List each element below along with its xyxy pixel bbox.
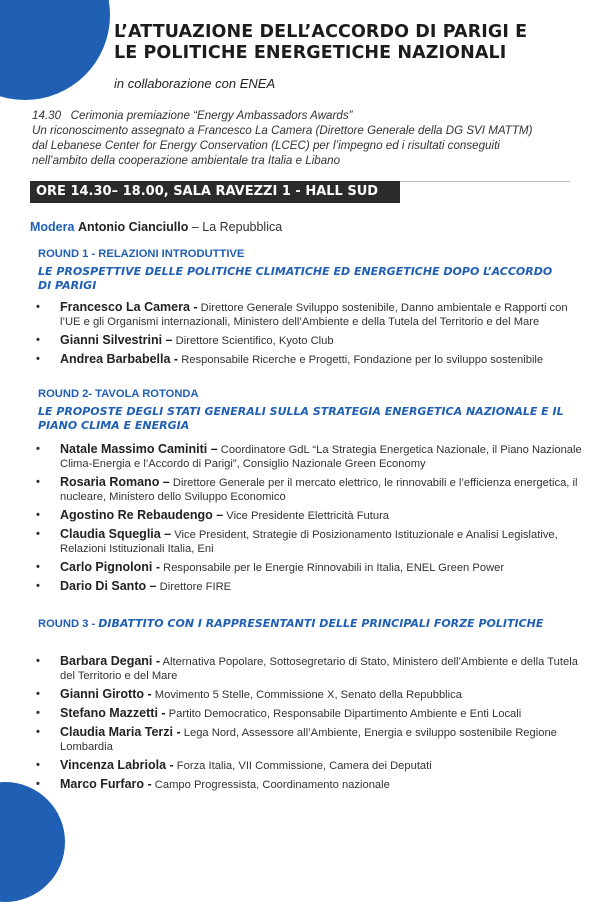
speaker-name: Marco Furfaro -	[60, 777, 152, 791]
speaker-item	[36, 777, 584, 792]
speaker-name: Stefano Mazzetti -	[60, 706, 166, 720]
session-time-banner: ORE 14.30– 18.00, SALA RAVEZZI 1 - HALL SUD	[30, 181, 400, 203]
speaker-item	[36, 687, 584, 702]
speaker-name: Gianni Girotto -	[60, 687, 152, 701]
round-3-title: ROUND 3 -	[38, 618, 99, 630]
speaker-role: Direttore Generale per il mercato elettrico, le rinnovabili e l’efficienza energetica, il nucleare, Ministero dello Sviluppo Economico	[60, 477, 578, 503]
bullet-icon: •	[36, 528, 40, 540]
round-1-subtitle: LE PROSPETTIVE DELLE POLITICHE CLIMATICHE ED ENERGETICHE DOPO L’ACCORDO DI PARIGI	[38, 265, 553, 292]
round-1-speakers	[36, 300, 584, 371]
speaker-item	[36, 475, 584, 504]
speaker-name: Andrea Barbabella -	[60, 352, 179, 366]
round-1-title: ROUND 1 - RELAZIONI INTRODUTTIVE	[38, 248, 245, 260]
speaker-item	[36, 508, 584, 523]
banner-divider	[400, 181, 570, 203]
round-3-subtitle: DIBATTITO CON I RAPPRESENTANTI DELLE PRINCIPALI FORZE POLITICHE	[98, 617, 544, 630]
round-2-title: ROUND 2- TAVOLA ROTONDA	[38, 388, 199, 400]
ceremony-line: dal Lebanese Center for Energy Conservation (LCEC) per l’impegno ed i risultati conseguiti	[32, 139, 500, 152]
bullet-icon: •	[36, 476, 40, 488]
speaker-item	[36, 579, 584, 594]
bullet-icon: •	[36, 561, 40, 573]
bullet-icon: •	[36, 443, 40, 455]
bullet-icon: •	[36, 334, 40, 346]
speaker-name: Francesco La Camera -	[60, 300, 198, 314]
speaker-role: Lega Nord, Assessore all’Ambiente, Energia e sviluppo sostenibile Regione Lombardia	[60, 727, 557, 753]
bullet-icon: •	[36, 353, 40, 365]
speaker-name: Vincenza Labriola -	[60, 758, 174, 772]
speaker-name: Claudia Squeglia –	[60, 527, 172, 541]
bullet-icon: •	[36, 509, 40, 521]
speaker-item	[36, 333, 584, 348]
moderator-name: Antonio Cianciullo	[77, 220, 189, 234]
page-title	[114, 22, 584, 64]
bullet-icon: •	[36, 655, 40, 667]
speaker-name: Carlo Pignoloni -	[60, 560, 160, 574]
speaker-name: Gianni Silvestrini –	[60, 333, 173, 347]
speaker-role: Responsabile per le Energie Rinnovabili in Italia, ENEL Green Power	[160, 562, 505, 574]
moderator	[30, 220, 282, 234]
speaker-role: Direttore Scientifico, Kyoto Club	[172, 335, 334, 347]
speaker-name: Dario Di Santo –	[60, 579, 157, 593]
ceremony-block	[32, 108, 592, 168]
speaker-name: Agostino Re Rebaudengo –	[60, 508, 224, 522]
round-2-subtitle: LE PROPOSTE DEGLI STATI GENERALI SULLA STRATEGIA ENERGETICA NAZIONALE E IL PIANO CLIMA E ENERGIA	[38, 405, 564, 432]
speaker-role: Partito Democratico, Responsabile Dipartimento Ambiente e Enti Locali	[165, 708, 522, 720]
ceremony-heading: 14.30 Cerimonia premiazione “Energy Ambassadors Awards”	[32, 109, 353, 122]
bullet-icon: •	[36, 688, 40, 700]
speaker-role: Alternativa Popolare, Sottosegretario di Stato, Ministero dell’Ambiente e della Tutela del Territorio e del Mare	[60, 656, 578, 682]
speaker-item	[36, 758, 584, 773]
speaker-role: Campo Progressista, Coordinamento nazionale	[151, 779, 390, 791]
bullet-icon: •	[36, 778, 40, 790]
speaker-item	[36, 527, 584, 556]
bullet-icon: •	[36, 301, 40, 313]
speaker-role: Coordinatore GdL “La Strategia Energetica Nazionale, il Piano Nazionale Clima-Energia e l’Accordo di Parigi”, Consiglio Nazionale Green Economy	[60, 444, 582, 470]
moderator-label: Modera	[30, 220, 75, 234]
decorative-circle-bottom	[0, 782, 65, 902]
speaker-item	[36, 300, 584, 329]
title-line-2: LE POLITICHE ENERGETICHE NAZIONALI	[114, 43, 507, 63]
bullet-icon: •	[36, 580, 40, 592]
speaker-role: Responsabile Ricerche e Progetti, Fondazione per lo sviluppo sostenibile	[178, 354, 544, 366]
decorative-circle-top	[0, 0, 110, 100]
collaboration-note: in collaborazione con ENEA	[114, 76, 276, 91]
speaker-role: Forza Italia, VII Commissione, Camera dei Deputati	[173, 760, 432, 772]
speaker-item	[36, 560, 584, 575]
speaker-role: Vice Presidente Elettricità Futura	[223, 510, 390, 522]
speaker-item	[36, 706, 584, 721]
speaker-name: Natale Massimo Caminiti –	[60, 442, 218, 456]
speaker-item	[36, 725, 584, 754]
speaker-item	[36, 654, 584, 683]
moderator-affiliation: – La Repubblica	[188, 220, 283, 234]
speaker-item	[36, 442, 584, 471]
speaker-name: Claudia Maria Terzi -	[60, 725, 181, 739]
round-3-speakers	[36, 654, 584, 796]
ceremony-line: Un riconoscimento assegnato a Francesco La Camera (Direttore Generale della DG SVI MATTM)	[32, 124, 533, 137]
speaker-role: Movimento 5 Stelle, Commissione X, Senato della Repubblica	[151, 689, 462, 701]
speaker-item	[36, 352, 584, 367]
speaker-name: Barbara Degani -	[60, 654, 161, 668]
bullet-icon: •	[36, 707, 40, 719]
round-2-speakers	[36, 442, 584, 598]
bullet-icon: •	[36, 759, 40, 771]
speaker-role: Vice President, Strategie di Posizionamento Istituzionale e Analisi Legislative, Relazioni Istituzionali Italia, Eni	[60, 529, 558, 555]
speaker-role: Direttore Generale Sviluppo sostenibile, Danno ambientale e Rapporti con l’UE e gli Organismi internazionali, Ministero dell’Ambiente e della Tutela del Territorio e del Mare	[60, 302, 568, 328]
speaker-name: Rosaria Romano –	[60, 475, 170, 489]
speaker-role: Direttore FIRE	[156, 581, 232, 593]
round-3-heading	[38, 617, 568, 631]
bullet-icon: •	[36, 726, 40, 738]
title-line-1: L’ATTUAZIONE DELL’ACCORDO DI PARIGI E	[114, 22, 528, 42]
ceremony-line: nell’ambito della cooperazione ambientale tra Italia e Libano	[32, 154, 341, 167]
